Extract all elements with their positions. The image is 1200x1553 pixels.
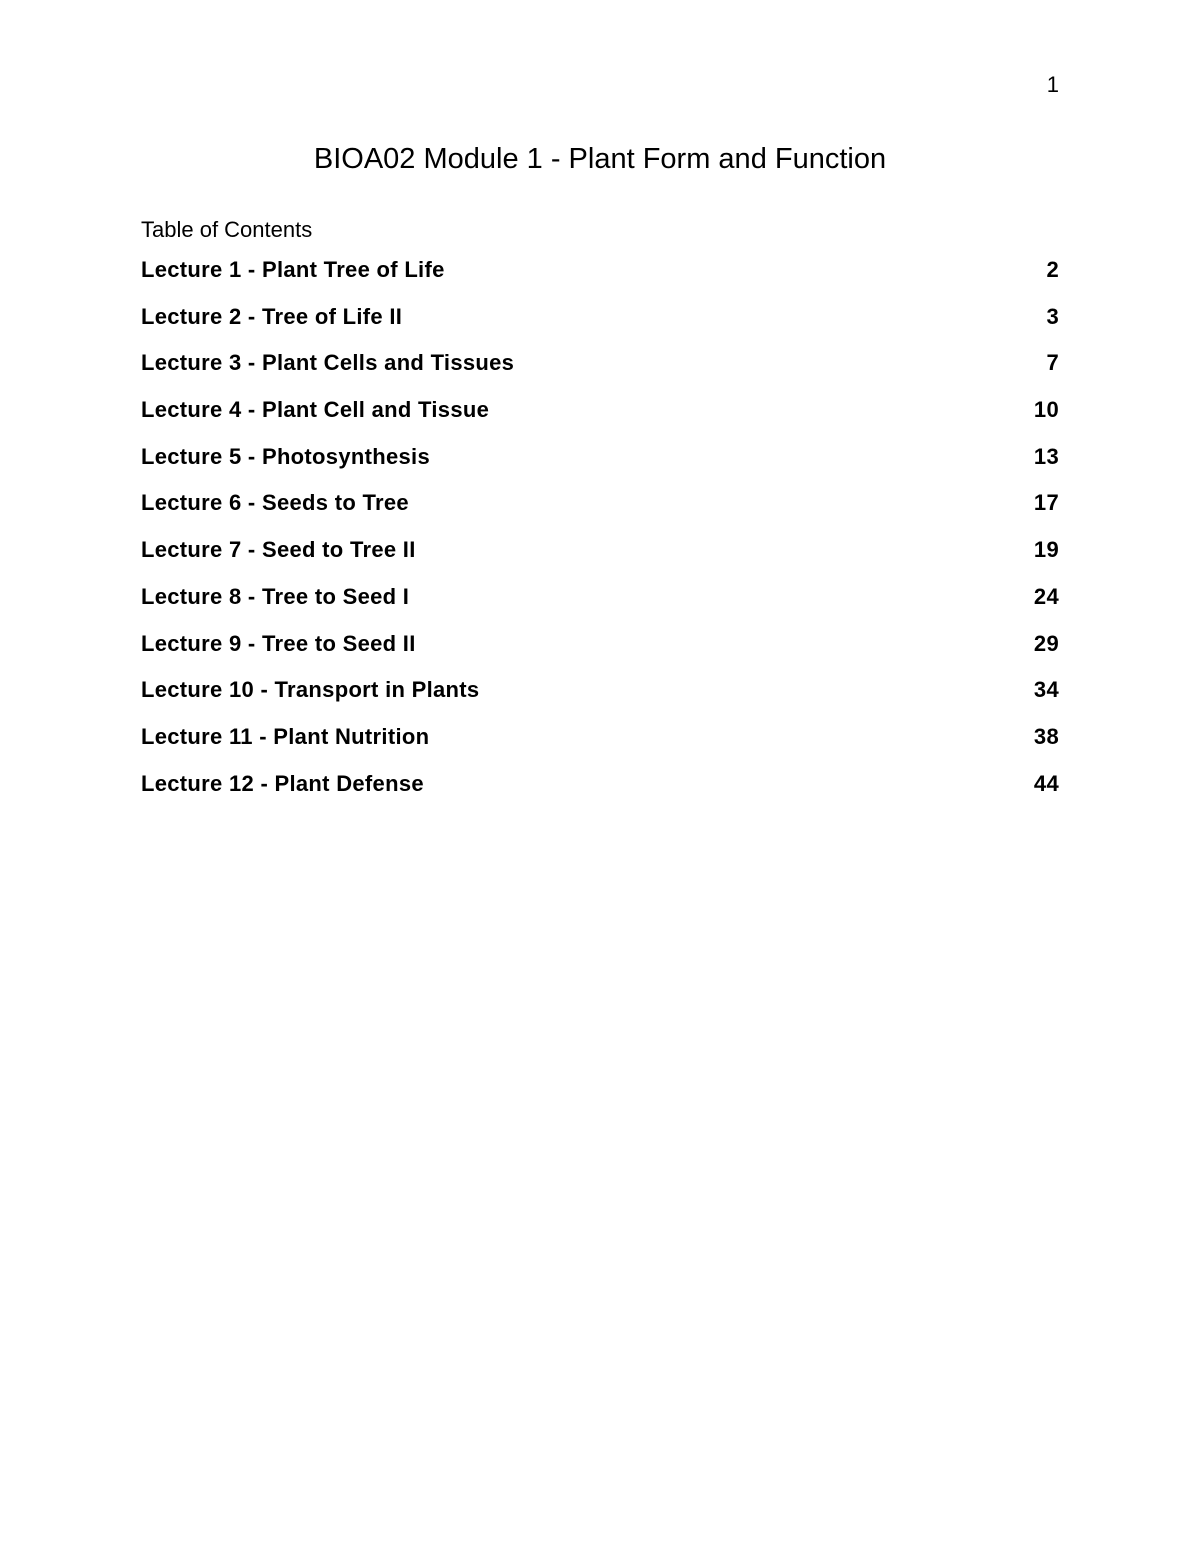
toc-entry-page-number: 34 (1033, 677, 1059, 703)
document-title: BIOA02 Module 1 - Plant Form and Function (313, 143, 887, 175)
toc-entry[interactable] (141, 302, 1059, 349)
toc-entry-title: Lecture 10 - Transport in Plants (141, 677, 480, 703)
toc-entry-title: Lecture 5 - Photosynthesis (141, 443, 430, 469)
toc-entry-page-number: 10 (1033, 397, 1059, 423)
toc-entry-page-number: 17 (1033, 490, 1059, 516)
toc-entry[interactable] (141, 442, 1059, 489)
toc-entry-title: Lecture 6 - Seeds to Tree (141, 490, 409, 516)
toc-entry-page-number: 24 (1033, 583, 1059, 609)
toc-entry[interactable] (141, 348, 1059, 395)
toc-entry-page-number: 13 (1033, 443, 1059, 469)
toc-entry-page-number: 7 (1046, 350, 1059, 376)
page-number: 1 (1046, 72, 1059, 97)
toc-entry[interactable] (141, 535, 1059, 582)
toc-entry[interactable] (141, 488, 1059, 535)
toc-entry-page-number: 19 (1033, 537, 1059, 563)
toc-entry-page-number: 38 (1033, 723, 1059, 749)
toc-entry-page-number: 3 (1046, 303, 1059, 329)
toc-entry[interactable] (141, 675, 1059, 722)
toc-entry[interactable] (141, 769, 1059, 816)
toc-entry-title: Lecture 9 - Tree to Seed II (141, 630, 416, 656)
toc-entry[interactable] (141, 582, 1059, 629)
toc-entry-page-number: 44 (1033, 770, 1059, 796)
toc-entry[interactable] (141, 395, 1059, 442)
toc-entry-page-number: 2 (1046, 257, 1059, 282)
toc-entry[interactable] (141, 629, 1059, 676)
toc-entry[interactable] (141, 722, 1059, 769)
toc-entry-title: Lecture 4 - Plant Cell and Tissue (141, 397, 490, 423)
toc-entry-title: Lecture 12 - Plant Defense (141, 770, 424, 796)
toc-entry[interactable] (141, 255, 1059, 302)
toc-entry-title: Lecture 8 - Tree to Seed I (141, 583, 410, 609)
toc-heading: Table of Contents (141, 217, 313, 242)
toc-entry-title: Lecture 1 - Plant Tree of Life (141, 257, 445, 282)
toc-entry-title: Lecture 7 - Seed to Tree II (141, 537, 416, 563)
toc-entry-title: Lecture 11 - Plant Nutrition (141, 723, 430, 749)
toc-list (141, 255, 1059, 815)
toc-entry-page-number: 29 (1033, 630, 1059, 656)
toc-entry-title: Lecture 2 - Tree of Life II (141, 303, 403, 329)
toc-entry-title: Lecture 3 - Plant Cells and Tissues (141, 350, 515, 376)
